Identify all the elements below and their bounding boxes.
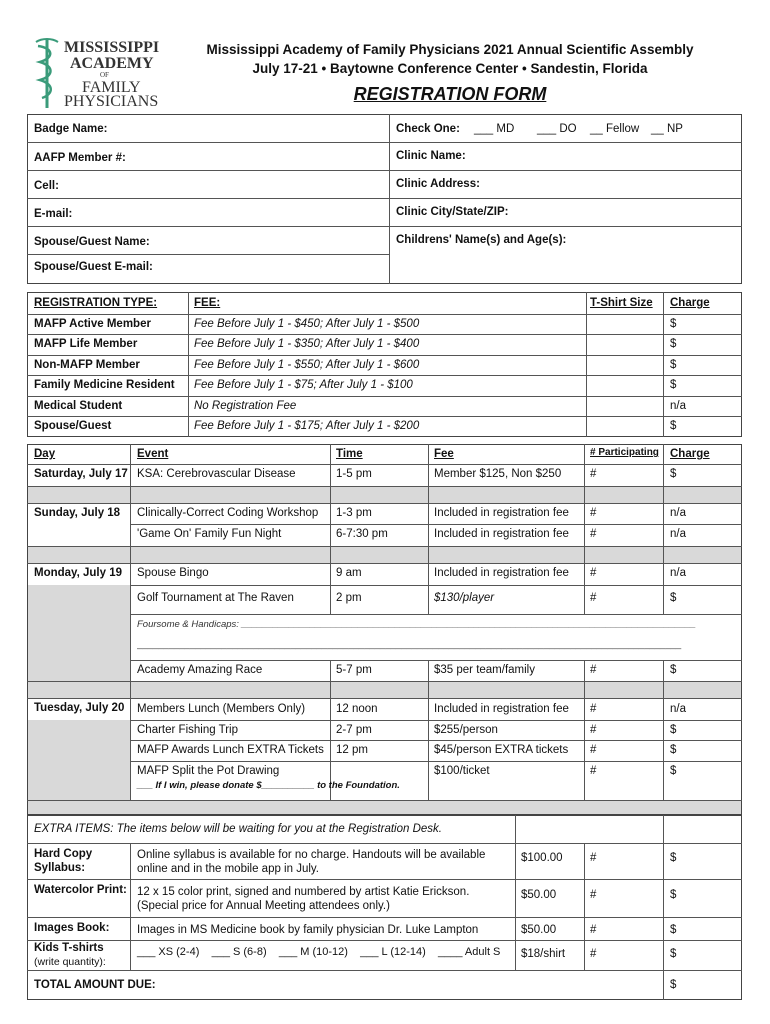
event-participating[interactable]: # — [590, 567, 597, 579]
extra-desc: Online syllabus is available for no charge. Handouts will be available — [137, 849, 486, 861]
logo-line-2: ACADEMY — [70, 55, 154, 72]
reg-fee: Fee Before July 1 - $550; After July 1 - $600 — [194, 359, 420, 371]
day-header: Day — [34, 448, 56, 460]
tshirt-header: T-Shirt Size — [590, 297, 653, 309]
fellow-checkbox[interactable]: __ Fellow — [590, 123, 640, 135]
logo-line-4: FAMILY — [82, 79, 141, 96]
reg-charge[interactable]: $ — [670, 318, 677, 330]
caduceus-icon — [32, 36, 62, 111]
fee-header: Fee — [434, 448, 454, 460]
event-name: Charter Fishing Trip — [137, 724, 238, 736]
extra-qty[interactable]: # — [590, 852, 597, 864]
reg-type: Spouse/Guest — [34, 420, 112, 432]
event-fee: $35 per team/family — [434, 664, 535, 676]
extra-label: Watercolor Print: — [34, 884, 127, 896]
reg-type: MAFP Life Member — [34, 338, 138, 350]
extra-label-2: (write quantity): — [34, 956, 106, 968]
event-charge[interactable]: $ — [670, 744, 677, 756]
clinic-address-field[interactable]: Clinic Address: — [396, 178, 480, 190]
event-participating[interactable]: # — [590, 507, 597, 519]
event-name: MAFP Awards Lunch EXTRA Tickets — [137, 744, 324, 756]
extra-desc: 12 x 15 color print, signed and numbered by artist Katie Erickson. — [137, 886, 470, 898]
event-fee: Included in registration fee — [434, 567, 569, 579]
md-checkbox[interactable]: ___ MD — [474, 123, 515, 135]
reg-charge-header: Charge — [670, 297, 710, 309]
children-field[interactable]: Childrens' Name(s) and Age(s): — [396, 234, 567, 246]
event-charge[interactable]: $ — [670, 724, 677, 736]
info-section — [27, 114, 742, 284]
reg-charge[interactable]: $ — [670, 338, 677, 350]
check-one-label: Check One: — [396, 123, 460, 135]
extra-price: $100.00 — [521, 852, 563, 864]
event-dates: July 17-21 • Baytowne Conference Center • Sandestin, Florida — [252, 61, 648, 76]
reg-fee: Fee Before July 1 - $175; After July 1 - $200 — [194, 420, 420, 432]
event-time: 12 noon — [336, 703, 378, 715]
event-time: 2-7 pm — [336, 724, 372, 736]
reg-type: Family Medicine Resident — [34, 379, 175, 391]
extra-desc: Images in MS Medicine book by family physician Dr. Luke Lampton — [137, 924, 479, 936]
reg-type-header: REGISTRATION TYPE: — [34, 297, 158, 309]
event-charge: n/a — [670, 528, 686, 540]
spouse-name-field[interactable]: Spouse/Guest Name: — [34, 236, 150, 248]
event-fee: Included in registration fee — [434, 507, 569, 519]
event-charge[interactable]: $ — [670, 592, 677, 604]
np-checkbox[interactable]: __ NP — [651, 123, 683, 135]
logo-line-1: MISSISSIPPI — [64, 39, 160, 56]
foursome-field[interactable] — [137, 617, 737, 657]
event-name: Clinically-Correct Coding Workshop — [137, 507, 319, 519]
clinic-city-field[interactable]: Clinic City/State/ZIP: — [396, 206, 509, 218]
event-fee: $45/person EXTRA tickets — [434, 744, 569, 756]
event-participating[interactable]: # — [590, 468, 597, 480]
event-time: 1-5 pm — [336, 468, 372, 480]
extra-charge[interactable]: $ — [670, 889, 677, 901]
event-time: 6-7:30 pm — [336, 528, 388, 540]
day-tuesday: Tuesday, July 20 — [34, 702, 125, 714]
reg-type: Medical Student — [34, 400, 123, 412]
spouse-email-field[interactable]: Spouse/Guest E-mail: — [34, 261, 153, 273]
extra-desc-2: (Special price for Annual Meeting attendees only.) — [137, 900, 390, 912]
event-charge: n/a — [670, 507, 686, 519]
extra-charge[interactable]: $ — [670, 924, 677, 936]
do-checkbox[interactable]: ___ DO — [537, 123, 577, 135]
clinic-name-field[interactable]: Clinic Name: — [396, 150, 466, 162]
donate-field[interactable]: ___ If I win, please donate $__________ to the Foundation. — [137, 780, 400, 791]
event-name: KSA: Cerebrovascular Disease — [137, 468, 296, 480]
total-label: TOTAL AMOUNT DUE: — [34, 979, 156, 991]
event-participating[interactable]: # — [590, 703, 597, 715]
event-fee: $130/player — [434, 592, 495, 604]
extra-desc-2: online and in the mobile app in July. — [137, 863, 319, 875]
extra-label: Images Book: — [34, 922, 110, 934]
event-fee: $255/person — [434, 724, 498, 736]
extra-charge[interactable]: $ — [670, 948, 677, 960]
event-header: Event — [137, 448, 169, 460]
event-participating[interactable]: # — [590, 724, 597, 736]
extra-qty[interactable]: # — [590, 889, 597, 901]
reg-type: MAFP Active Member — [34, 318, 151, 330]
event-name: 'Game On' Family Fun Night — [137, 528, 282, 540]
time-header: Time — [336, 448, 363, 460]
day-sunday: Sunday, July 18 — [34, 507, 121, 519]
extra-price: $50.00 — [521, 889, 557, 901]
logo-line-5: PHYSICIANS — [64, 93, 159, 110]
event-fee: $100/ticket — [434, 765, 490, 777]
reg-fee: Fee Before July 1 - $450; After July 1 - $500 — [194, 318, 420, 330]
event-participating[interactable]: # — [590, 765, 597, 777]
extra-label-2: Syllabus: — [34, 862, 86, 874]
event-name: Spouse Bingo — [137, 567, 209, 579]
event-time: 5-7 pm — [336, 664, 372, 676]
day-saturday: Saturday, July 17 — [34, 468, 128, 480]
logo — [32, 36, 160, 111]
reg-type: Non-MAFP Member — [34, 359, 140, 371]
logo-line-3: OF — [100, 71, 109, 79]
foursome-line-2: _______________________________________________________________________________________________________ — [137, 639, 682, 650]
event-time: 12 pm — [336, 744, 368, 756]
extra-qty[interactable]: # — [590, 948, 597, 960]
event-participating[interactable]: # — [590, 664, 597, 676]
event-name: Golf Tournament at The Raven — [137, 592, 294, 604]
reg-charge[interactable]: $ — [670, 379, 677, 391]
event-charge[interactable]: $ — [670, 468, 677, 480]
event-participating[interactable]: # — [590, 592, 597, 604]
event-fee: Included in registration fee — [434, 703, 569, 715]
badge-name-field[interactable]: Badge Name: — [34, 123, 108, 135]
event-charge[interactable]: $ — [670, 664, 677, 676]
event-time: 2 pm — [336, 592, 362, 604]
reg-fee: Fee Before July 1 - $350; After July 1 - $400 — [194, 338, 420, 350]
cell-field[interactable]: Cell: — [34, 180, 59, 192]
total-charge[interactable]: $ — [670, 979, 677, 991]
reg-charge[interactable]: $ — [670, 420, 677, 432]
form-title: REGISTRATION FORM — [353, 84, 547, 104]
event-time: 1-3 pm — [336, 507, 372, 519]
extras-intro: EXTRA ITEMS: The items below will be waiting for you at the Registration Desk. — [34, 823, 442, 835]
event-fee: Member $125, Non $250 — [434, 468, 562, 480]
extra-price: $18/shirt — [521, 948, 566, 960]
reg-fee: Fee Before July 1 - $75; After July 1 - $100 — [194, 379, 413, 391]
event-participating[interactable]: # — [590, 744, 597, 756]
reg-charge: n/a — [670, 400, 686, 412]
extra-label: Kids T-shirts — [34, 942, 104, 954]
reg-charge[interactable]: $ — [670, 359, 677, 371]
event-charge: n/a — [670, 567, 686, 579]
email-field[interactable]: E-mail: — [34, 208, 73, 220]
extra-price: $50.00 — [521, 924, 557, 936]
event-participating[interactable]: # — [590, 528, 597, 540]
extra-qty[interactable]: # — [590, 924, 597, 936]
event-charge-header: Charge — [670, 448, 710, 460]
tshirt-size-fields[interactable]: ___ XS (2-4) ___ S (6-8) ___ M (10-12) ___ L (12-14) ____ Adult S — [137, 946, 501, 958]
event-charge: n/a — [670, 703, 686, 715]
participating-header: # Participating — [590, 447, 659, 458]
event-charge[interactable]: $ — [670, 765, 677, 777]
day-monday: Monday, July 19 — [34, 567, 122, 579]
extra-label: Hard Copy — [34, 848, 93, 860]
event-name: Academy Amazing Race — [137, 664, 263, 676]
aafp-member-field[interactable]: AAFP Member #: — [34, 152, 126, 164]
foursome-line-1: Foursome & Handicaps: ______________________________________________________________________________________ — [137, 619, 696, 630]
event-fee: Included in registration fee — [434, 528, 569, 540]
reg-fee-header: FEE: — [194, 297, 221, 309]
extra-charge[interactable]: $ — [670, 852, 677, 864]
event-name: Members Lunch (Members Only) — [137, 703, 306, 715]
event-name: MAFP Split the Pot Drawing — [137, 765, 280, 777]
event-time: 9 am — [336, 567, 362, 579]
event-title: Mississippi Academy of Family Physicians 2021 Annual Scientific Assembly — [206, 42, 694, 57]
reg-fee: No Registration Fee — [194, 400, 297, 412]
